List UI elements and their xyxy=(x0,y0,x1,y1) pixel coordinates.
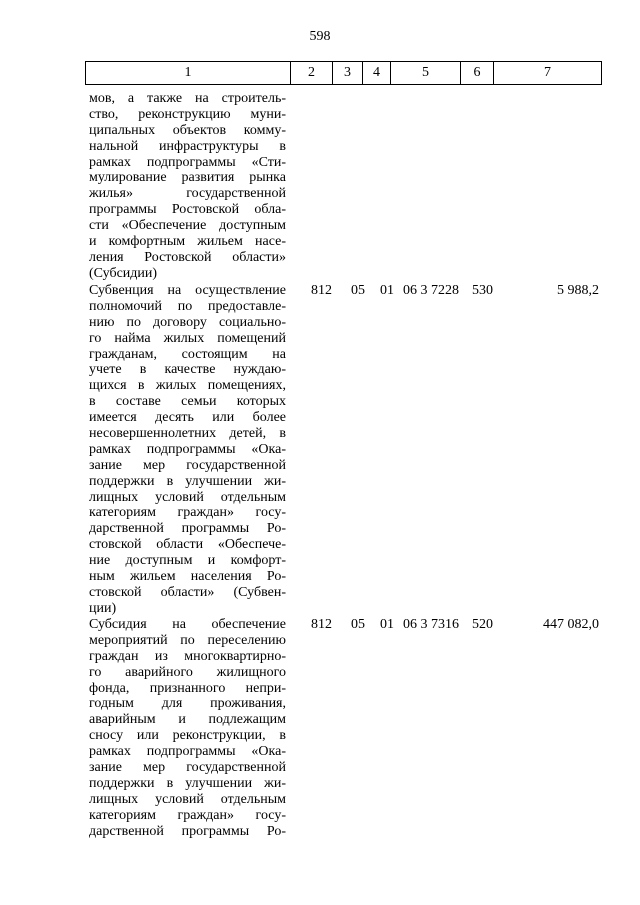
description-line: нальной инфраструктуры в xyxy=(89,138,286,154)
description-line: категориям граждан» госу- xyxy=(89,807,286,823)
cell-sum: 447 082,0 xyxy=(543,617,599,632)
description-line: дарственной программы Ро- xyxy=(89,521,286,537)
cell-rz: 05 xyxy=(351,283,365,298)
header-col-7: 7 xyxy=(494,62,602,85)
description-line: имеется десять или более xyxy=(89,410,286,426)
row-description xyxy=(89,617,286,839)
cell-ved: 812 xyxy=(311,283,332,298)
page-number: 598 xyxy=(309,29,331,44)
row-description xyxy=(89,91,286,282)
description-line: щихся в жилых помещениях, xyxy=(89,378,286,394)
description-line: учете в качестве нуждаю- xyxy=(89,362,286,378)
description-line: ние доступным и комфорт- xyxy=(89,553,286,569)
description-line: категориям граждан» госу- xyxy=(89,505,286,521)
cell-pr: 01 xyxy=(380,283,394,298)
description-line: стовской области «Обеспече- xyxy=(89,537,286,553)
description-line: фонда, признанного непри- xyxy=(89,680,286,696)
description-line: нию по договору социально- xyxy=(89,314,286,330)
description-line: ным жильем населения Ро- xyxy=(89,569,286,585)
cell-csr: 06 3 7316 xyxy=(403,617,459,632)
description-line: сти «Обеспечение доступным xyxy=(89,218,286,234)
header-col-5: 5 xyxy=(391,62,461,85)
description-line: стовской области» (Субвен- xyxy=(89,584,286,600)
cell-pr: 01 xyxy=(380,617,394,632)
description-line: граждан из многоквартирно- xyxy=(89,648,286,664)
header-col-4: 4 xyxy=(363,62,391,85)
description-line: полномочий по предоставле- xyxy=(89,298,286,314)
description-line: в составе семьи которых xyxy=(89,394,286,410)
description-line: мов, а также на строитель- xyxy=(89,91,286,106)
description-line: ципальных объектов комму- xyxy=(89,122,286,138)
description-line: гражданам, состоящим на xyxy=(89,346,286,362)
description-line: лищных условий отдельным xyxy=(89,791,286,807)
description-line: го найма жилых помещений xyxy=(89,330,286,346)
description-line: ления Ростовской области» xyxy=(89,249,286,265)
cell-csr: 06 3 7228 xyxy=(403,283,459,298)
cell-vr: 520 xyxy=(472,617,493,632)
description-line: лищных условий отдельным xyxy=(89,489,286,505)
description-line: поддержки в улучшении жи- xyxy=(89,775,286,791)
description-line: мероприятий по переселению xyxy=(89,632,286,648)
description-line: дарственной программы Ро- xyxy=(89,823,286,839)
description-line: го аварийного жилищного xyxy=(89,664,286,680)
cell-ved: 812 xyxy=(311,617,332,632)
header-col-6: 6 xyxy=(461,62,494,85)
description-line: годным для проживания, xyxy=(89,696,286,712)
description-line: Субсидия на обеспечение xyxy=(89,617,286,632)
description-line: сносу или реконструкции, в xyxy=(89,728,286,744)
description-line: (Субсидии) xyxy=(89,265,158,281)
description-line: рамках подпрограммы «Сти- xyxy=(89,154,286,170)
description-line: программы Ростовской обла- xyxy=(89,202,286,218)
description-line: несовершеннолетних детей, в xyxy=(89,426,286,442)
header-col-2: 2 xyxy=(291,62,333,85)
description-line: поддержки в улучшении жи- xyxy=(89,473,286,489)
description-line: рамках подпрограммы «Ока- xyxy=(89,441,286,457)
row-description xyxy=(89,283,286,617)
cell-vr: 530 xyxy=(472,283,493,298)
description-line: Субвенция на осуществление xyxy=(89,283,286,298)
description-line: рамках подпрограммы «Ока- xyxy=(89,744,286,760)
header-col-3: 3 xyxy=(333,62,363,85)
description-line: зание мер государственной xyxy=(89,760,286,776)
description-line: мулирование развития рынка xyxy=(89,170,286,186)
table-header xyxy=(85,61,602,85)
header-col-1: 1 xyxy=(86,62,291,85)
description-line: ство, реконструкцию муни- xyxy=(89,106,286,122)
description-line: аварийным и подлежащим xyxy=(89,712,286,728)
description-line: и комфортным жильем насе- xyxy=(89,234,286,250)
description-line: зание мер государственной xyxy=(89,457,286,473)
cell-sum: 5 988,2 xyxy=(557,283,599,298)
cell-rz: 05 xyxy=(351,617,365,632)
description-line: жилья» государственной xyxy=(89,186,286,202)
description-line: ции) xyxy=(89,600,117,616)
